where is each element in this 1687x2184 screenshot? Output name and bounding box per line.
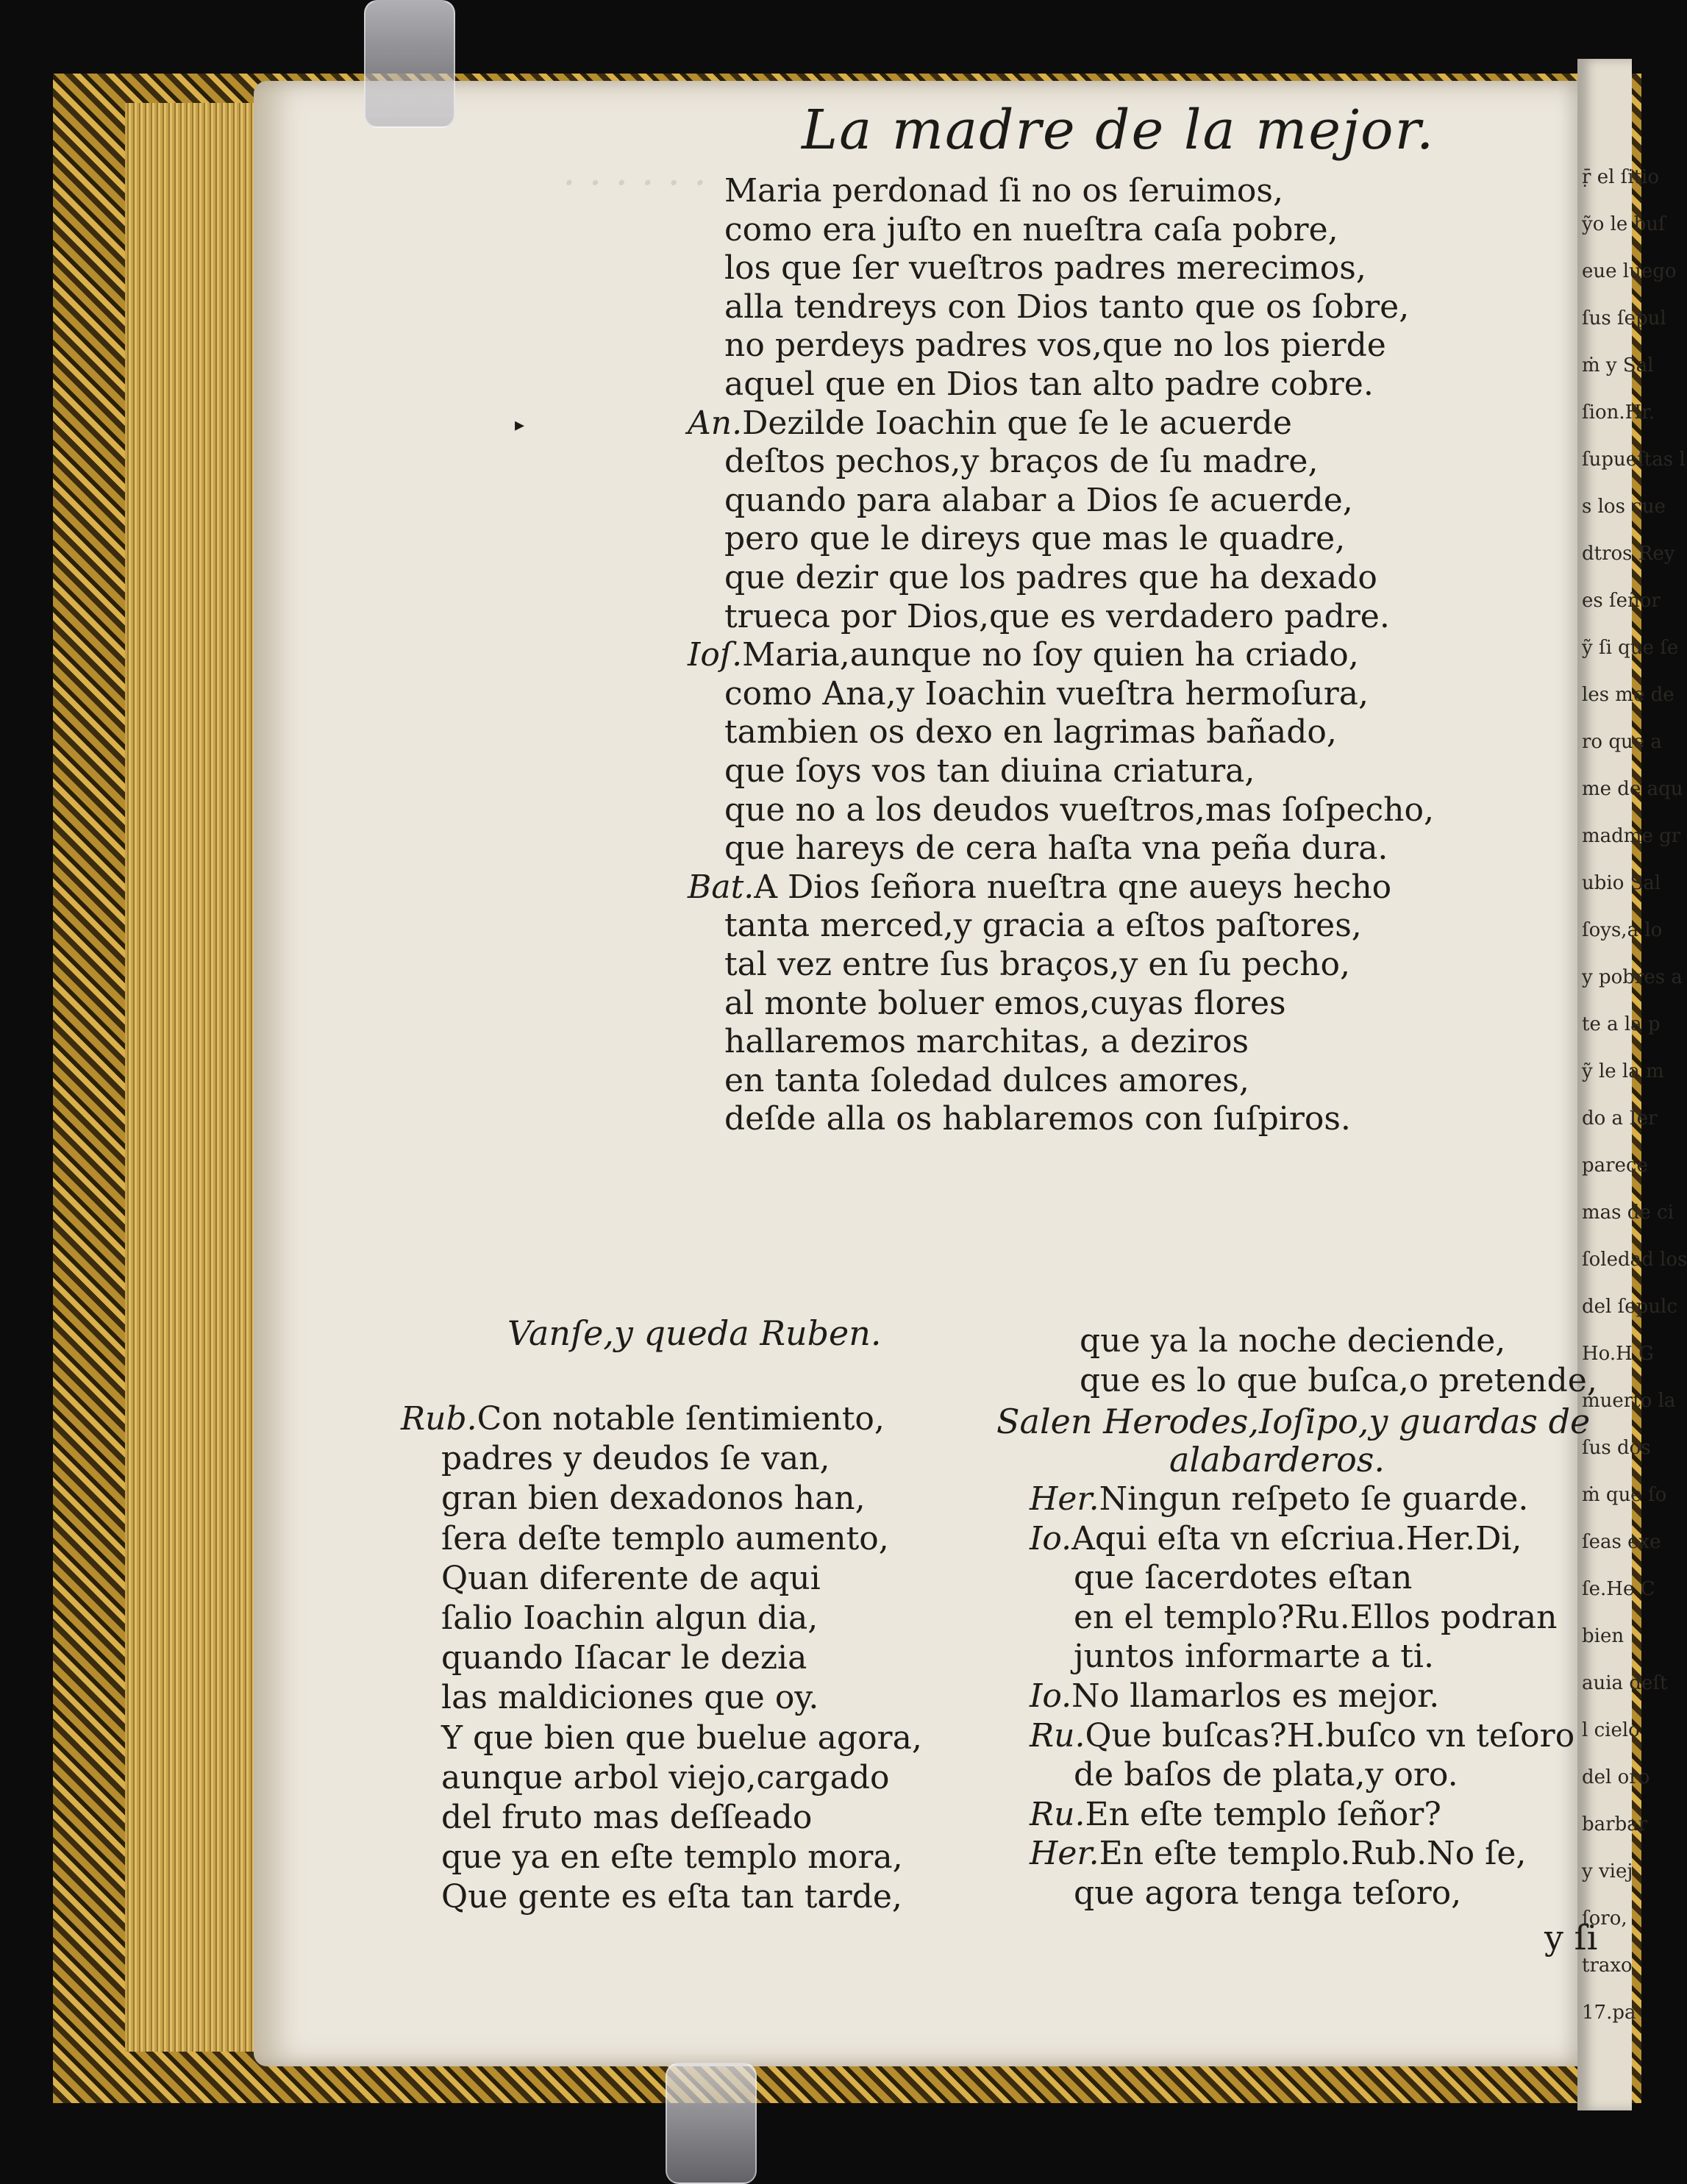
verse-line <box>724 365 1374 403</box>
verse-line <box>441 1799 813 1836</box>
book-clip-top <box>364 0 455 128</box>
facing-page-fragment: bien <box>1582 1625 1624 1647</box>
verse-line <box>1080 1322 1506 1360</box>
verse-text: quando para alabar a Dios ſe acuerde, <box>724 482 1353 519</box>
verse-line <box>724 211 1338 249</box>
stage-direction: alabarderos. <box>1169 1440 1385 1480</box>
facing-page-fragment: ỹ le la m <box>1582 1060 1664 1082</box>
facing-page-fragment: auia deſt <box>1582 1672 1668 1694</box>
verse-line <box>441 1719 922 1757</box>
verse-line <box>441 1639 807 1677</box>
verse-text: los que ſer vueſtros padres merecimos, <box>724 249 1366 287</box>
facing-page-fragment: del ſepulc <box>1582 1296 1677 1318</box>
verse-text: al monte boluer emos,cuyas flores <box>724 985 1286 1022</box>
verse-text: en tanta ſoledad dulces amores, <box>724 1062 1249 1099</box>
running-title: La madre de la mejor. <box>802 99 1435 162</box>
facing-page-fragment: ſupueſtas l <box>1582 449 1686 471</box>
verse-line <box>1030 1480 1529 1518</box>
speaker-label: Her. <box>1030 1480 1099 1518</box>
verse-text: alla tendreys con Dios tanto que os ſobre, <box>724 288 1410 326</box>
verse-text: que ſoys vos tan diuina criatura, <box>724 752 1255 790</box>
verse-text: tambien os dexo en lagrimas bañado, <box>724 713 1337 751</box>
next-page-fragment <box>1577 59 1687 2110</box>
verse-line <box>1030 1717 1575 1755</box>
verse-line <box>441 1520 889 1557</box>
verse-line <box>724 1023 1249 1060</box>
verse-text: juntos informarte a ti. <box>1074 1638 1434 1675</box>
verse-line <box>1030 1677 1440 1715</box>
verse-line <box>401 1400 885 1438</box>
verse-text: en el templo?Ru.Ellos podran <box>1074 1599 1558 1636</box>
verse-line <box>441 1878 902 1916</box>
verse-line <box>441 1838 903 1876</box>
page-edges <box>125 103 268 2052</box>
facing-page-fragment: madme gr <box>1582 825 1681 847</box>
facing-page-fragment: ſoledad los <box>1582 1249 1687 1271</box>
verse-line <box>724 326 1386 364</box>
verse-line <box>441 1482 866 1515</box>
verse-text: aquel que en Dios tan alto padre cobre. <box>724 365 1374 403</box>
verse-text: A Dios ſeñora nueſtra qne aueys hecho <box>754 868 1392 906</box>
verse-line <box>441 1759 890 1796</box>
verse-text: como Ana,y Ioachin vueſtra hermoſura, <box>724 675 1369 713</box>
verse-line <box>1074 1559 1413 1596</box>
facing-page-fragment: ỹo le buſ <box>1582 213 1666 235</box>
verse-text: Aqui eſta vn eſcriua.Her.Di, <box>1071 1520 1522 1557</box>
verse-line <box>441 1599 818 1637</box>
facing-page-fragment: s los cue <box>1582 496 1666 518</box>
verse-line <box>1074 1599 1558 1636</box>
verse-text: pero que le direys que mas le quadre, <box>724 520 1346 557</box>
verse-line <box>724 249 1366 287</box>
verse-line <box>724 985 1286 1022</box>
facing-page-fragment: me de aqu <box>1582 778 1683 800</box>
verse-line <box>724 752 1255 790</box>
verse-text: tanta merced,y gracia a eſtos paſtores, <box>724 907 1362 944</box>
verse-line <box>724 443 1319 480</box>
facing-page-fragment: del oro <box>1582 1766 1650 1788</box>
verse-text: como era juſto en nueſtra caſa pobre, <box>724 211 1338 249</box>
verse-text: Con notable ſentimiento, <box>477 1400 885 1438</box>
verse-text: que ſacerdotes eſtan <box>1074 1559 1413 1596</box>
verse-text: ſera deſte templo aumento, <box>441 1520 889 1557</box>
verse-line <box>724 1062 1249 1099</box>
verse-line <box>724 791 1434 829</box>
facing-page-fragment: l cielo <box>1582 1719 1640 1741</box>
verse-line <box>1030 1520 1522 1557</box>
facing-page-fragment: ro que a <box>1582 731 1662 753</box>
verse-text: que ya en eſte templo mora, <box>441 1838 903 1876</box>
speaker-label: Io. <box>1030 1520 1072 1557</box>
facing-page-fragment: ṁ y Sal <box>1582 354 1654 377</box>
verse-line <box>1080 1362 1597 1399</box>
verse-text: del fruto mas deſſeado <box>441 1799 813 1836</box>
facing-page-fragment: muerto la <box>1582 1390 1676 1412</box>
verse-text: hallaremos marchitas, a deziros <box>724 1023 1249 1060</box>
facing-page-fragment: eue luego <box>1582 260 1677 282</box>
verse-text: las maldiciones que oy. <box>441 1679 819 1716</box>
verse-line <box>724 559 1377 596</box>
verse-text: que dezir que los padres que ha dexado <box>724 559 1377 596</box>
verse-text: Que gente es eſta tan tarde, <box>441 1878 902 1916</box>
verse-line <box>1074 1638 1434 1675</box>
facing-page-fragment: traxo <box>1582 1955 1633 1977</box>
facing-page-fragment: ſoro, <box>1582 1908 1627 1930</box>
verse-line <box>441 1440 830 1477</box>
verse-text: tal vez entre ſus braços,y en ſu pecho, <box>724 946 1350 983</box>
facing-page-fragment: barbar <box>1582 1813 1648 1835</box>
verse-line <box>1030 1835 1527 1872</box>
verse-line <box>688 868 1392 906</box>
verse-line <box>724 1100 1351 1138</box>
verse-text: de baſos de plata,y oro. <box>1074 1756 1458 1794</box>
catchword: y ſi <box>1544 1918 1598 1958</box>
verse-text: Maria perdonad ſi no os ſeruimos, <box>724 172 1283 210</box>
verse-text: Maria,aunque no ſoy quien ha criado, <box>742 636 1359 674</box>
verse-text: deſde alla os hablaremos con ſuſpiros. <box>724 1100 1351 1138</box>
facing-page-fragment: ſeas exe <box>1582 1531 1661 1553</box>
verse-text: Y que bien que buelue agora, <box>441 1719 922 1757</box>
verse-text: que hareys de cera haſta vna peña dura. <box>724 829 1388 867</box>
facing-page-fragment: ſus ſepul <box>1582 307 1666 329</box>
facing-page-fragment: y viej <box>1582 1860 1633 1883</box>
book-clip-bottom <box>666 2063 757 2184</box>
facing-page-fragment: ṝ el ſitio <box>1582 166 1660 188</box>
verse-text: Que buſcas?H.buſco vn teſoro <box>1085 1717 1575 1755</box>
verse-line <box>724 946 1350 983</box>
verse-text: que es lo que buſca,o pretende, <box>1080 1362 1597 1399</box>
speaker-label: Ru. <box>1030 1717 1085 1755</box>
facing-page-fragment: dtros Rey <box>1582 543 1675 565</box>
verse-line <box>1030 1796 1441 1833</box>
speaker-label: Ioſ. <box>688 636 743 674</box>
verse-line <box>724 675 1369 713</box>
facing-page-fragment: ṁ que ſo <box>1582 1484 1667 1506</box>
verse-line <box>1074 1874 1462 1912</box>
facing-page-fragment: parece <box>1582 1155 1648 1177</box>
stage-direction: Vanſe,y queda Ruben. <box>507 1313 882 1353</box>
verse-text: no perdeys padres vos,que no los pierde <box>724 326 1386 364</box>
facing-page-fragment: te a la p <box>1582 1013 1661 1035</box>
facing-page-fragment: es ſeñor <box>1582 590 1661 612</box>
speaker-label: Her. <box>1030 1835 1099 1872</box>
verse-line <box>724 907 1362 944</box>
facing-page-fragment: ỹ ſi que ſe <box>1582 637 1679 659</box>
verse-text: que ya la noche deciende, <box>1080 1322 1506 1360</box>
speaker-label: Bat. <box>688 868 755 906</box>
bleed-through-text: . . . . . . <box>563 147 707 195</box>
facing-page-fragment: 17.pa <box>1582 2002 1636 2024</box>
verse-text: padres y deudos ſe van, <box>441 1440 830 1477</box>
facing-page-fragment: ſoys,a lo <box>1582 919 1663 941</box>
verse-line <box>724 520 1346 557</box>
speaker-label: Rub. <box>401 1400 477 1438</box>
verse-line <box>688 636 1359 674</box>
verse-text: En eſte templo ſeñor? <box>1085 1796 1441 1833</box>
verse-text: En eſte templo.Rub.No ſe, <box>1099 1835 1527 1872</box>
facing-page-fragment: y pobres a <box>1582 966 1683 988</box>
verse-text: Ningun reſpeto ſe guarde. <box>1099 1480 1529 1518</box>
verse-text: aunque arbol viejo,cargado <box>441 1759 890 1796</box>
verse-text: ſalio Ioachin algun dia, <box>441 1599 818 1637</box>
facing-page-fragment: les me de <box>1582 684 1674 706</box>
speaker-label: Ru. <box>1030 1796 1085 1833</box>
stage-direction: Salen Herodes,Ioſipo,y guardas de <box>996 1402 1591 1441</box>
verse-text: Quan diferente de aqui <box>441 1560 821 1597</box>
verse-text: que agora tenga teſoro, <box>1074 1874 1462 1912</box>
verse-line <box>441 1560 821 1597</box>
verse-line <box>1074 1756 1458 1794</box>
facing-page-fragment: ſus dos <box>1582 1437 1651 1459</box>
verse-text: No llamarlos es mejor. <box>1071 1677 1440 1715</box>
verse-text: Dezilde Ioachin que ſe le acuerde <box>742 404 1292 442</box>
verse-line <box>724 598 1390 635</box>
speaker-label: An. <box>688 404 743 442</box>
verse-line <box>688 404 1292 442</box>
facing-page-fragment: ubio Sal <box>1582 872 1661 894</box>
facing-page-fragment: do a Ier <box>1582 1107 1658 1130</box>
speaker-label: Io. <box>1030 1677 1072 1715</box>
facing-page-fragment: Ho.H.G <box>1582 1343 1654 1365</box>
verse-text: quando Iſacar le dezia <box>441 1639 807 1677</box>
verse-text: deſtos pechos,y braços de ſu madre, <box>724 443 1319 480</box>
verse-line <box>724 172 1283 210</box>
verse-line <box>724 482 1353 519</box>
verse-line <box>724 713 1337 751</box>
verse-line <box>441 1679 819 1716</box>
verse-text: gran bien dexadonos han, <box>441 1480 866 1517</box>
verse-text: trueca por Dios,que es verdadero padre. <box>724 598 1390 635</box>
facing-page-fragment: ſe.He.C <box>1582 1578 1655 1600</box>
bullet-mark: ▸ <box>515 414 525 436</box>
facing-page-fragment: ſion.Hr. <box>1582 402 1655 424</box>
verse-line <box>724 288 1410 326</box>
verse-text: que no a los deudos vueſtros,mas ſoſpecho, <box>724 791 1434 829</box>
facing-page-fragment: mas de ci <box>1582 1202 1674 1224</box>
verse-line <box>724 829 1388 867</box>
